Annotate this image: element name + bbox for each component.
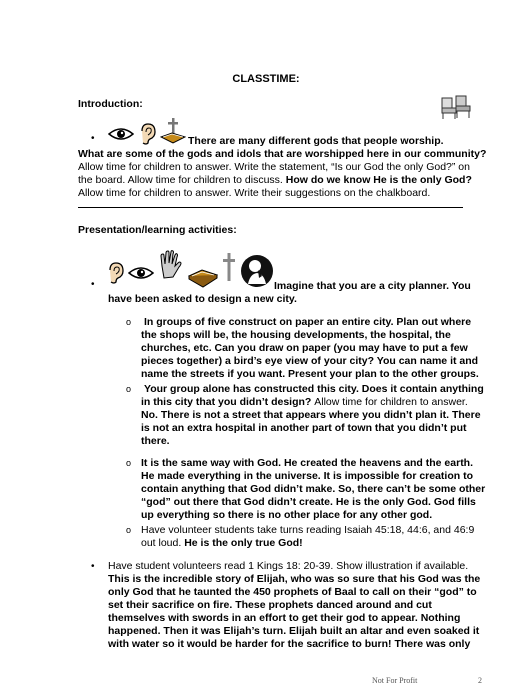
intro-line-4-text: the board. Allow time for children to discuss. [78, 174, 283, 186]
bullet-2-line: This is the incredible story of Elijah, who was so sure that his God was the [108, 573, 481, 585]
sub-item-2-line: is not an extra hospital in another part of town that you didn’t put [141, 422, 467, 434]
sub-item-2-line: there. [141, 435, 170, 447]
sub-item-2-question: in this city that you didn’t design? [141, 396, 312, 408]
hand-icon [158, 250, 184, 280]
sub-item-4-emphasis: He is the only true God! [184, 537, 303, 549]
ear-icon [106, 262, 124, 284]
sub-item-2 [141, 383, 486, 448]
intro-heading: Introduction: [78, 98, 143, 110]
sub-item-3-line: It is the same way with God. He created the heavens and the earth. [141, 457, 474, 469]
sub-item-3-line: up everything so there is no other place for any other god. [141, 509, 433, 521]
intro-line-2: What are some of the gods and idols that are worshipped here in our community? [78, 148, 487, 160]
bullet-2-line: happened. Then it was Elijah’s turn. Elijah built an altar and even soaked it [108, 625, 480, 637]
bullet-2-line: Have student volunteers read 1 Kings 18: 20-39. Show illustration if available. [108, 560, 469, 572]
praying-person-icon [240, 254, 274, 288]
sub-item-4-line [141, 537, 486, 550]
intro-line-3: Allow time for children to answer. Write the statement, “Is our God the only God?” on [78, 161, 470, 173]
sub-item-2-line: No. There is not a street that appears where you didn’t plan it. There [141, 409, 481, 421]
ear-icon [138, 123, 156, 145]
bullet-2 [108, 560, 498, 651]
sub-item-3-line: “god” out there that God didn’t create. He is the only God. God fills [141, 496, 476, 508]
footer-text: Not For Profit [372, 676, 418, 685]
intro-line-5: Allow time for children to answer. Write their suggestions on the chalkboard. [78, 187, 431, 199]
bible-cross-icon [160, 117, 186, 145]
bullet-2-line: themselves with swords in an effort to get their god to appear. Nothing [108, 612, 461, 624]
presentation-heading: Presentation/learning activities: [78, 224, 237, 236]
sub-item-1-line: pieces together) a bird’s eye view of your city? You can name it and [141, 355, 479, 367]
sub-bullet-marker: o [126, 525, 132, 535]
section-divider [78, 207, 463, 208]
sub-item-3 [141, 457, 486, 522]
sub-item-1-line: the shops will be, the housing developments, the hospital, the [141, 329, 451, 341]
sub-item-4-line: Have volunteer students take turns reading Isaiah 45:18, 44:6, and 46:9 [141, 524, 475, 536]
page-number: 2 [478, 676, 482, 685]
bullet-1-line-2: have been asked to design a new city. [108, 293, 297, 305]
bullet-dot: • [91, 561, 95, 572]
bullet-1-line-1: Imagine that you are a city planner. You [274, 280, 471, 292]
presentation-icon-row [106, 250, 276, 290]
eye-icon [128, 266, 154, 280]
sub-bullet-marker: o [126, 458, 132, 468]
intro-line-4 [78, 174, 472, 187]
sub-item-1 [141, 316, 481, 381]
page-title: CLASSTIME: [232, 73, 300, 85]
sub-item-1-line: In groups of five construct on paper an entire city. Plan out where [144, 316, 472, 328]
sub-item-3-line: contain anything that God didn’t make. So, there can’t be some other [141, 483, 486, 495]
sub-bullet-marker: o [126, 317, 132, 327]
eye-icon [108, 127, 134, 141]
sub-item-1-line: name the streets if you want. Present your plan to the other groups. [141, 368, 479, 380]
intro-line-4-question: How do we know He is the only God? [285, 174, 472, 186]
intro-line-1: There are many different gods that people worship. [188, 135, 444, 147]
sub-item-2-line: Your group alone has constructed this city. Does it contain anything [144, 383, 484, 395]
bullet-dot: • [91, 279, 95, 290]
sub-item-2-instruction: Allow time for children to answer. [314, 396, 468, 408]
sub-item-2-line [141, 396, 486, 409]
bullet-2-line: only God that he taunted the 450 prophets of Baal to call on their “god” to [108, 586, 477, 598]
bullet-2-line: with water so it would be harder for the sacrifice to burn! There was only [108, 638, 471, 650]
sub-item-3-line: He made everything in the universe. It is impossible for creation to [141, 470, 474, 482]
cross-icon [222, 252, 236, 282]
sub-item-1-line: churches, etc. Can you draw on paper (you may have to put a few [141, 342, 468, 354]
chairs-icon [440, 94, 472, 120]
bullet-2-line: set their sacrifice on fire. These prophets danced around and cut [108, 599, 432, 611]
bible-icon [188, 262, 218, 288]
intro-icon-row [108, 121, 186, 145]
sub-bullet-marker: o [126, 384, 132, 394]
bullet-dot: • [91, 133, 95, 144]
sub-item-4 [141, 524, 486, 550]
sub-item-4-text: out loud. [141, 537, 182, 549]
